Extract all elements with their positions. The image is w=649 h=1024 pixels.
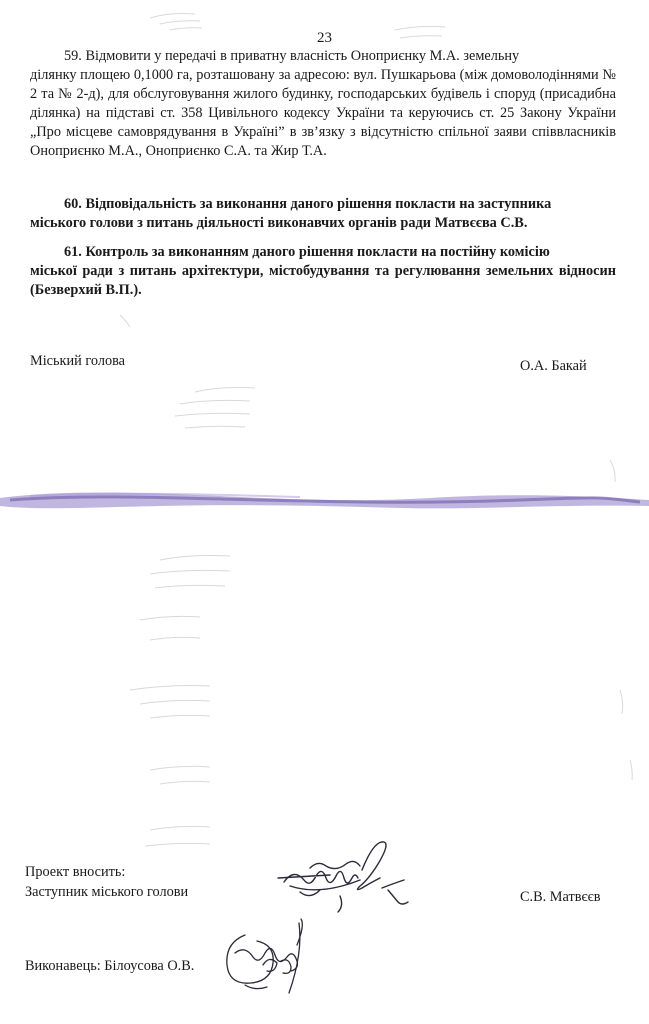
deputy-mayor-name: С.В. Матвєєв	[520, 889, 601, 905]
violet-stamp-streak	[0, 482, 649, 516]
mayor-name: О.А. Бакай	[520, 358, 587, 374]
item-60-lead: 60. Відповідальність за виконання даного рішення покласти на заступника	[64, 196, 552, 212]
deputy-mayor-title: Заступник міського голови	[25, 884, 189, 900]
mayor-title: Міський голова	[30, 353, 126, 369]
executor-handwritten-signature	[215, 915, 320, 1005]
project-submitted-by-label: Проект вносить:	[25, 864, 126, 880]
executor-line: Виконавець: Білоусова О.В.	[25, 958, 195, 974]
item-60-text: міського голови з питань діяльності виконавчих органів ради Матвєєва С.В.	[30, 215, 528, 231]
decision-item-61	[30, 243, 616, 300]
decision-item-59	[30, 47, 616, 161]
decision-item-60	[30, 195, 616, 233]
item-59-lead: 59. Відмовити у передачі в приватну власність Оноприєнку М.А. земельну	[64, 48, 520, 64]
page-number: 23	[317, 30, 332, 46]
item-59-text: ділянку площею 0,1000 га, розташовану за адресою: вул. Пушкарьова (між домоволодіннями № 2 та № 2-д), для обслуговування жилого будинку, господарських будівель і споруд (присадибна ділянка) на підставі ст. 358 Цивільного кодексу України та керуючись ст. 25 Закону України „Про місцеве самоврядування в Україні” в зв’язку з відсутністю спільної заяви співвласників Оноприєнко М.А., Оноприєнко С.А. та Жир Т.А.	[30, 67, 616, 159]
item-61-lead: 61. Контроль за виконанням даного рішення покласти на постійну комісію	[64, 244, 550, 260]
deputy-handwritten-signature	[270, 830, 420, 920]
item-61-text: міської ради з питань архітектури, містобудування та регулювання земельних відносин (Безверхий В.П.).	[30, 263, 616, 298]
